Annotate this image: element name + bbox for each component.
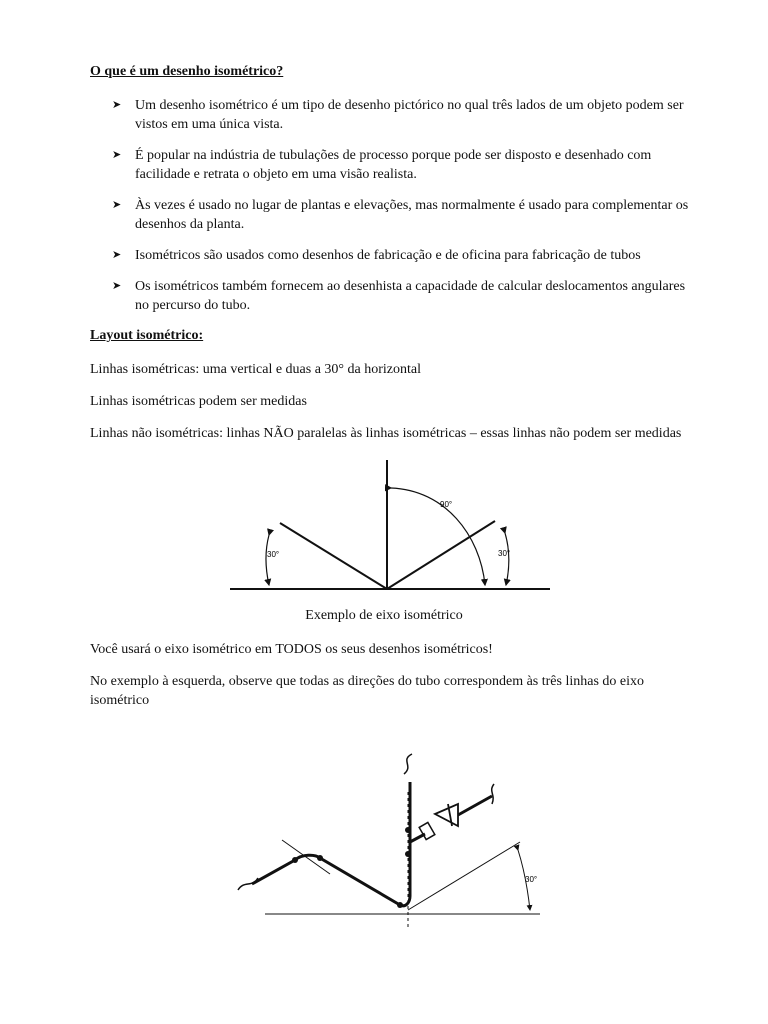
- non-isometric-lines-text: Linhas não isométricas: linhas NÃO paralelas às linhas isométricas – essas linhas não podem ser medidas: [90, 426, 682, 441]
- section-title-isometric-drawing: O que é um desenho isométrico?: [90, 64, 284, 79]
- label-30-right: 30°: [498, 549, 511, 558]
- weld-dot-icon: [405, 827, 411, 833]
- arrow-bullet-icon: ➤: [112, 99, 122, 111]
- bullet-item: [90, 96, 690, 134]
- bullet-text: Os isométricos também fornecem ao desenhista a capacidade de calcular deslocamentos angulares no percurso do tubo.: [135, 279, 686, 313]
- weld-dot-icon: [292, 857, 298, 863]
- measurable-lines-text: Linhas isométricas podem ser medidas: [90, 394, 307, 409]
- bullet-text: Um desenho isométrico é um tipo de desenho pictórico no qual três lados de um objeto podem ser vistos em uma única vista.: [135, 98, 684, 132]
- section-title-isometric-layout: Layout isométrico:: [90, 328, 204, 343]
- bullet-text: É popular na indústria de tubulações de processo porque pode ser disposto e desenhado com facilidade e retrata o objeto em uma visão realista.: [135, 148, 652, 182]
- weld-dot-icon: [405, 851, 411, 857]
- valve-icon: [435, 804, 458, 826]
- arc-30-right-arrow: [505, 533, 509, 585]
- pipe-break-top-icon: [404, 754, 412, 774]
- weld-dot-icon: [317, 855, 323, 861]
- reference-30-line: [408, 842, 520, 910]
- isometric-axis-figure: [225, 455, 555, 595]
- pipe-directions-text: No exemplo à esquerda, observe que todas as direções do tubo correspondem às três linhas do eixo isométrico: [90, 674, 645, 708]
- label-30-left: 30°: [267, 550, 280, 559]
- label-90: 90°: [440, 500, 453, 509]
- arrow-bullet-icon: ➤: [112, 199, 122, 211]
- bullet-list: [90, 96, 690, 327]
- bullet-text: Às vezes é usado no lugar de plantas e elevações, mas normalmente é usado para complementar os desenhos da planta.: [135, 198, 689, 232]
- arrow-bullet-icon: ➤: [112, 149, 122, 161]
- arrow-bullet-icon: ➤: [112, 280, 122, 292]
- left-30-line: [280, 523, 387, 589]
- figure-caption: Exemplo de eixo isométrico: [305, 608, 463, 623]
- isometric-lines-text: Linhas isométricas: uma vertical e duas a 30° da horizontal: [90, 362, 421, 377]
- bullet-item: [90, 146, 690, 184]
- label-30: 30°: [525, 875, 538, 884]
- bullet-item: [90, 277, 690, 315]
- pipe-break-right-icon: [492, 784, 494, 804]
- bullet-item: [90, 246, 690, 265]
- bullet-item: [90, 196, 690, 234]
- bullet-text: Isométricos são usados como desenhos de fabricação e de oficina para fabricação de tubos: [135, 248, 641, 263]
- pipe-vertical-riser: [400, 782, 410, 906]
- arrow-bullet-icon: ➤: [112, 249, 122, 261]
- axis-usage-text: Você usará o eixo isométrico em TODOS os seus desenhos isométricos!: [90, 642, 493, 657]
- pipe-left-run: [252, 855, 400, 905]
- isometric-pipe-figure: [230, 752, 550, 932]
- pipe-branch-run: [410, 834, 425, 842]
- arc-30-left-arrow: [266, 535, 269, 585]
- weld-dot-icon: [397, 902, 403, 908]
- pipe-branch-run-end: [458, 796, 492, 815]
